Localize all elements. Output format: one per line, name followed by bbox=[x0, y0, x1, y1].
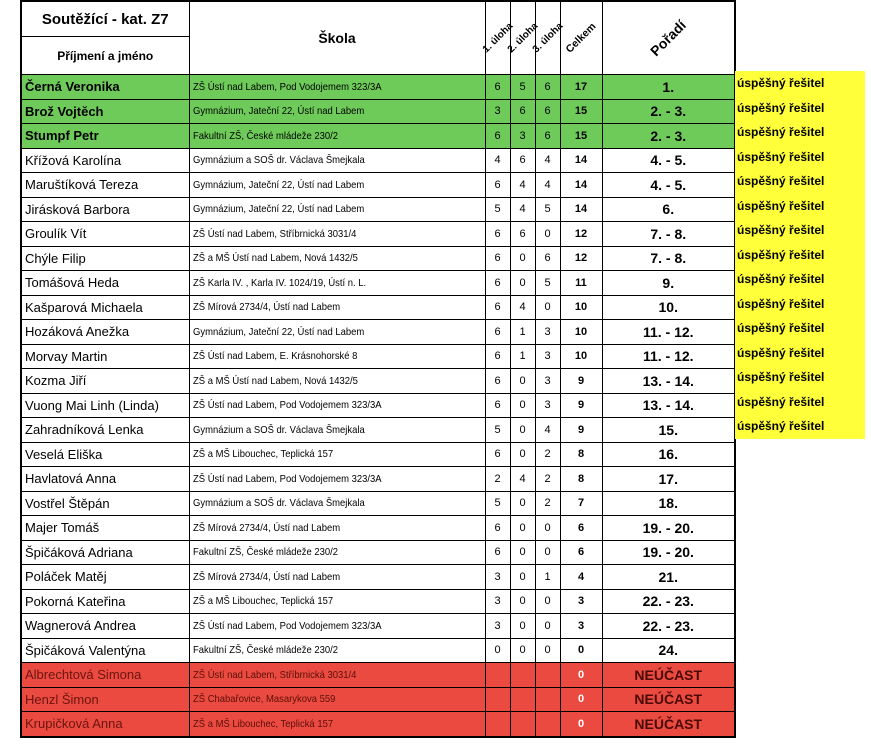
task1-score: 4 bbox=[485, 148, 510, 173]
table-row bbox=[21, 99, 735, 124]
task2-score: 1 bbox=[510, 320, 535, 345]
rank-value: 21. bbox=[602, 565, 735, 590]
task1-score: 6 bbox=[485, 271, 510, 296]
task3-score bbox=[535, 663, 560, 688]
task3-score: 3 bbox=[535, 393, 560, 418]
school-header: Škola bbox=[189, 1, 485, 75]
task2-score: 0 bbox=[510, 491, 535, 516]
results-body bbox=[21, 75, 735, 737]
task3-score: 0 bbox=[535, 614, 560, 639]
total-score: 4 bbox=[560, 565, 602, 590]
competitor-name: Špičáková Adriana bbox=[21, 540, 189, 565]
school-name bbox=[189, 663, 485, 688]
total-score: 14 bbox=[560, 148, 602, 173]
school-name bbox=[189, 344, 485, 369]
school-name bbox=[189, 687, 485, 712]
table-row bbox=[21, 712, 735, 737]
school-name-text: ZŠ Karla IV. , Karla IV. 1024/19, Ústí n. L. bbox=[192, 276, 366, 289]
competitor-name: Albrechtová Simona bbox=[21, 663, 189, 688]
task1-score: 2 bbox=[485, 467, 510, 492]
total-score: 8 bbox=[560, 467, 602, 492]
total-score: 14 bbox=[560, 197, 602, 222]
task3-score bbox=[535, 712, 560, 737]
task3-score: 5 bbox=[535, 271, 560, 296]
rank-value: 11. - 12. bbox=[602, 344, 735, 369]
school-name bbox=[189, 712, 485, 737]
task1-header bbox=[480, 1, 515, 75]
task3-score: 6 bbox=[535, 246, 560, 271]
school-name-text: Gymnázium a SOŠ dr. Václava Šmejkala bbox=[192, 423, 365, 436]
rank-value: 22. - 23. bbox=[602, 614, 735, 639]
competitor-name: Zahradníková Lenka bbox=[21, 418, 189, 443]
school-name bbox=[189, 418, 485, 443]
school-name bbox=[189, 638, 485, 663]
competitor-name: Tomášová Heda bbox=[21, 271, 189, 296]
table-row bbox=[21, 467, 735, 492]
total-score: 9 bbox=[560, 418, 602, 443]
task3-score: 4 bbox=[535, 418, 560, 443]
task3-score: 0 bbox=[535, 222, 560, 247]
school-name bbox=[189, 565, 485, 590]
total-score: 8 bbox=[560, 442, 602, 467]
table-row bbox=[21, 344, 735, 369]
school-name-text: ZŠ Ústí nad Labem, Pod Vodojemem 323/3A bbox=[192, 619, 382, 632]
total-score: 17 bbox=[560, 75, 602, 100]
competitor-name: Chýle Filip bbox=[21, 246, 189, 271]
competitor-name: Špičáková Valentýna bbox=[21, 638, 189, 663]
table-row bbox=[21, 540, 735, 565]
competitor-name: Jirásková Barbora bbox=[21, 197, 189, 222]
rank-value: 4. - 5. bbox=[602, 148, 735, 173]
table-row bbox=[21, 663, 735, 688]
task3-score: 3 bbox=[535, 344, 560, 369]
rank-value: 10. bbox=[602, 295, 735, 320]
rank-value: NEÚČAST bbox=[602, 687, 735, 712]
table-row bbox=[21, 369, 735, 394]
school-name-text: Gymnázium, Jateční 22, Ústí nad Labem bbox=[192, 178, 364, 191]
competitor-name: Maruštíková Tereza bbox=[21, 173, 189, 198]
table-row bbox=[21, 393, 735, 418]
school-name-text: ZŠ a MŠ Ústí nad Labem, Nová 1432/5 bbox=[192, 252, 358, 265]
total-score: 15 bbox=[560, 124, 602, 149]
school-name-text: Fakultní ZŠ, České mládeže 230/2 bbox=[192, 546, 338, 559]
rank-value: 1. bbox=[602, 75, 735, 100]
table-row bbox=[21, 589, 735, 614]
competitor-name: Wagnerová Andrea bbox=[21, 614, 189, 639]
school-name bbox=[189, 491, 485, 516]
status-label: úspěšný řešitel bbox=[737, 370, 825, 384]
table-row bbox=[21, 418, 735, 443]
task2-header-label: 2. úloha bbox=[505, 20, 540, 56]
task2-score: 6 bbox=[510, 222, 535, 247]
task2-score: 4 bbox=[510, 467, 535, 492]
status-label: úspěšný řešitel bbox=[737, 321, 825, 335]
task1-score: 6 bbox=[485, 173, 510, 198]
table-row bbox=[21, 173, 735, 198]
school-name bbox=[189, 320, 485, 345]
task3-header-label: 3. úloha bbox=[530, 20, 565, 56]
competitor-name: Majer Tomáš bbox=[21, 516, 189, 541]
task1-score: 6 bbox=[485, 393, 510, 418]
task2-score: 0 bbox=[510, 589, 535, 614]
table-row bbox=[21, 148, 735, 173]
task3-score: 0 bbox=[535, 295, 560, 320]
table-row bbox=[21, 197, 735, 222]
task2-score: 4 bbox=[510, 173, 535, 198]
school-name bbox=[189, 467, 485, 492]
school-name-text: ZŠ Ústí nad Labem, Pod Vodojemem 323/3A bbox=[192, 399, 382, 412]
school-name bbox=[189, 75, 485, 100]
school-name-text: Gymnázium a SOŠ dr. Václava Šmejkala bbox=[192, 154, 365, 167]
school-name bbox=[189, 148, 485, 173]
competitor-name: Pokorná Kateřina bbox=[21, 589, 189, 614]
rank-value: 11. - 12. bbox=[602, 320, 735, 345]
table-row bbox=[21, 638, 735, 663]
task1-score: 5 bbox=[485, 418, 510, 443]
school-name bbox=[189, 197, 485, 222]
table-row bbox=[21, 271, 735, 296]
table-row bbox=[21, 687, 735, 712]
competitor-name: Brož Vojtěch bbox=[21, 99, 189, 124]
total-score: 10 bbox=[560, 295, 602, 320]
rank-value: 4. - 5. bbox=[602, 173, 735, 198]
status-label: úspěšný řešitel bbox=[737, 296, 825, 311]
rank-value: NEÚČAST bbox=[602, 712, 735, 737]
rank-value: 2. - 3. bbox=[602, 99, 735, 124]
task1-score: 6 bbox=[485, 75, 510, 100]
rank-value: 6. bbox=[602, 197, 735, 222]
status-label: úspěšný řešitel bbox=[737, 149, 825, 164]
task3-header bbox=[530, 1, 565, 75]
total-header bbox=[560, 1, 602, 75]
total-score: 15 bbox=[560, 99, 602, 124]
results-table bbox=[20, 0, 736, 738]
task3-score: 6 bbox=[535, 99, 560, 124]
rank-value: 15. bbox=[602, 418, 735, 443]
rank-value: 13. - 14. bbox=[602, 393, 735, 418]
task1-score: 3 bbox=[485, 565, 510, 590]
task3-score: 0 bbox=[535, 589, 560, 614]
rank-value: 17. bbox=[602, 467, 735, 492]
task2-score: 6 bbox=[510, 148, 535, 173]
task3-score: 0 bbox=[535, 638, 560, 663]
school-name-text: Gymnázium, Jateční 22, Ústí nad Labem bbox=[192, 325, 364, 338]
task1-score: 5 bbox=[485, 491, 510, 516]
total-score: 12 bbox=[560, 246, 602, 271]
rank-value: NEÚČAST bbox=[602, 663, 735, 688]
total-score: 7 bbox=[560, 491, 602, 516]
task3-score: 2 bbox=[535, 467, 560, 492]
school-name-text: ZŠ a MŠ Ústí nad Labem, Nová 1432/5 bbox=[192, 374, 358, 387]
table-row bbox=[21, 442, 735, 467]
task1-score: 6 bbox=[485, 320, 510, 345]
rank-value: 13. - 14. bbox=[602, 369, 735, 394]
school-name-text: ZŠ Mírová 2734/4, Ústí nad Labem bbox=[192, 301, 340, 314]
rank-value: 7. - 8. bbox=[602, 222, 735, 247]
total-score: 9 bbox=[560, 369, 602, 394]
task3-score: 4 bbox=[535, 148, 560, 173]
school-name-text: ZŠ Ústí nad Labem, Stříbrnická 3031/4 bbox=[192, 668, 356, 681]
school-name-text: ZŠ a MŠ Libouchec, Teplická 157 bbox=[192, 595, 333, 608]
task2-score: 0 bbox=[510, 565, 535, 590]
school-name bbox=[189, 442, 485, 467]
total-score: 6 bbox=[560, 540, 602, 565]
task1-score: 3 bbox=[485, 589, 510, 614]
total-score: 11 bbox=[560, 271, 602, 296]
task2-score: 0 bbox=[510, 540, 535, 565]
table-row bbox=[21, 295, 735, 320]
rank-value: 24. bbox=[602, 638, 735, 663]
task3-score: 3 bbox=[535, 320, 560, 345]
task1-score: 6 bbox=[485, 246, 510, 271]
total-score: 6 bbox=[560, 516, 602, 541]
school-name bbox=[189, 222, 485, 247]
competitor-name: Hozáková Anežka bbox=[21, 320, 189, 345]
school-name bbox=[189, 589, 485, 614]
status-label: úspěšný řešitel bbox=[737, 419, 825, 433]
school-name-text: Gymnázium a SOŠ dr. Václava Šmejkala bbox=[192, 497, 365, 510]
status-panel bbox=[735, 71, 865, 439]
task2-score: 4 bbox=[510, 197, 535, 222]
task1-score: 6 bbox=[485, 369, 510, 394]
task2-score: 0 bbox=[510, 246, 535, 271]
task2-score: 6 bbox=[510, 99, 535, 124]
competitor-name: Křížová Karolína bbox=[21, 148, 189, 173]
task1-header-label: 1. úloha bbox=[480, 20, 515, 56]
task2-score: 0 bbox=[510, 442, 535, 467]
task1-score: 6 bbox=[485, 516, 510, 541]
rank-value: 18. bbox=[602, 491, 735, 516]
school-name bbox=[189, 173, 485, 198]
rank-value: 2. - 3. bbox=[602, 124, 735, 149]
task3-score: 6 bbox=[535, 75, 560, 100]
task1-score: 3 bbox=[485, 99, 510, 124]
status-label: úspěšný řešitel bbox=[737, 345, 825, 360]
task2-score: 0 bbox=[510, 271, 535, 296]
task1-score bbox=[485, 663, 510, 688]
task2-score bbox=[510, 712, 535, 737]
school-name bbox=[189, 540, 485, 565]
school-name bbox=[189, 246, 485, 271]
table-row bbox=[21, 491, 735, 516]
task1-score: 6 bbox=[485, 295, 510, 320]
task3-score: 4 bbox=[535, 173, 560, 198]
task3-score: 0 bbox=[535, 516, 560, 541]
task2-score: 4 bbox=[510, 295, 535, 320]
school-name bbox=[189, 99, 485, 124]
competitor-name: Kašparová Michaela bbox=[21, 295, 189, 320]
school-name bbox=[189, 393, 485, 418]
task1-score: 6 bbox=[485, 442, 510, 467]
competitor-name: Henzl Šimon bbox=[21, 687, 189, 712]
task3-score: 0 bbox=[535, 540, 560, 565]
task2-score: 0 bbox=[510, 393, 535, 418]
total-score: 9 bbox=[560, 393, 602, 418]
school-name-text: ZŠ Ústí nad Labem, Pod Vodojemem 323/3A bbox=[192, 472, 382, 485]
competitor-name: Vostřel Štěpán bbox=[21, 491, 189, 516]
school-name-text: ZŠ Ústí nad Labem, Pod Vodojemem 323/3A bbox=[192, 80, 382, 93]
total-score: 0 bbox=[560, 712, 602, 737]
status-label: úspěšný řešitel bbox=[737, 198, 825, 213]
school-name bbox=[189, 124, 485, 149]
table-row bbox=[21, 75, 735, 100]
competitor-name: Kozma Jiří bbox=[21, 369, 189, 394]
task3-score: 5 bbox=[535, 197, 560, 222]
total-score: 10 bbox=[560, 344, 602, 369]
task2-score: 5 bbox=[510, 75, 535, 100]
status-label: úspěšný řešitel bbox=[737, 100, 825, 115]
status-label: úspěšný řešitel bbox=[737, 272, 825, 286]
task1-score: 5 bbox=[485, 197, 510, 222]
competition-title: Soutěžící - kat. Z7 bbox=[21, 1, 189, 37]
total-score: 14 bbox=[560, 173, 602, 198]
total-score: 0 bbox=[560, 687, 602, 712]
competitor-name: Černá Veronika bbox=[21, 75, 189, 100]
task2-score: 0 bbox=[510, 614, 535, 639]
status-label: úspěšný řešitel bbox=[737, 174, 825, 188]
competitor-name: Krupičková Anna bbox=[21, 712, 189, 737]
competitor-name: Havlatová Anna bbox=[21, 467, 189, 492]
table-row bbox=[21, 222, 735, 247]
total-score: 0 bbox=[560, 663, 602, 688]
school-name-text: ZŠ Ústí nad Labem, Stříbrnická 3031/4 bbox=[192, 227, 356, 240]
table-row bbox=[21, 124, 735, 149]
competitor-name: Morvay Martin bbox=[21, 344, 189, 369]
school-name-text: ZŠ Ústí nad Labem, E. Krásnohorské 8 bbox=[192, 350, 357, 363]
total-header-label: Celkem bbox=[563, 20, 599, 56]
rank-value: 19. - 20. bbox=[602, 516, 735, 541]
school-name-text: Gymnázium, Jateční 22, Ústí nad Labem bbox=[192, 203, 364, 216]
task1-score: 0 bbox=[485, 638, 510, 663]
total-score: 3 bbox=[560, 614, 602, 639]
rank-value: 16. bbox=[602, 442, 735, 467]
school-name-text: ZŠ a MŠ Libouchec, Teplická 157 bbox=[192, 717, 333, 730]
task2-score: 0 bbox=[510, 516, 535, 541]
competitor-name: Veselá Eliška bbox=[21, 442, 189, 467]
task2-score: 0 bbox=[510, 418, 535, 443]
competitor-name: Poláček Matěj bbox=[21, 565, 189, 590]
school-name bbox=[189, 295, 485, 320]
school-name-text: ZŠ Chabařovice, Masarykova 559 bbox=[192, 693, 335, 706]
task1-score: 6 bbox=[485, 124, 510, 149]
task1-score: 3 bbox=[485, 614, 510, 639]
school-name-text: ZŠ a MŠ Libouchec, Teplická 157 bbox=[192, 448, 333, 461]
rank-value: 7. - 8. bbox=[602, 246, 735, 271]
task1-score: 6 bbox=[485, 540, 510, 565]
task1-score bbox=[485, 687, 510, 712]
school-name-text: ZŠ Mírová 2734/4, Ústí nad Labem bbox=[192, 521, 340, 534]
task3-score: 6 bbox=[535, 124, 560, 149]
school-name bbox=[189, 614, 485, 639]
task3-score: 2 bbox=[535, 491, 560, 516]
table-row bbox=[21, 565, 735, 590]
total-score: 3 bbox=[560, 589, 602, 614]
rank-value: 9. bbox=[602, 271, 735, 296]
task2-header bbox=[505, 1, 540, 75]
table-row bbox=[21, 246, 735, 271]
total-score: 0 bbox=[560, 638, 602, 663]
task2-score: 0 bbox=[510, 369, 535, 394]
status-label: úspěšný řešitel bbox=[737, 76, 825, 90]
task3-score: 3 bbox=[535, 369, 560, 394]
status-label: úspěšný řešitel bbox=[737, 125, 825, 139]
rank-value: 22. - 23. bbox=[602, 589, 735, 614]
task3-score bbox=[535, 687, 560, 712]
school-name-text: Gymnázium, Jateční 22, Ústí nad Labem bbox=[192, 105, 364, 118]
competitor-name: Groulík Vít bbox=[21, 222, 189, 247]
task2-score: 1 bbox=[510, 344, 535, 369]
school-name-text: Fakultní ZŠ, České mládeže 230/2 bbox=[192, 129, 338, 142]
task3-score: 2 bbox=[535, 442, 560, 467]
task1-score bbox=[485, 712, 510, 737]
task2-score bbox=[510, 687, 535, 712]
table-row bbox=[21, 516, 735, 541]
task2-score: 0 bbox=[510, 638, 535, 663]
name-header: Příjmení a jméno bbox=[21, 37, 189, 75]
school-name bbox=[189, 271, 485, 296]
table-row bbox=[21, 320, 735, 345]
competitor-name: Stumpf Petr bbox=[21, 124, 189, 149]
status-label: úspěšný řešitel bbox=[737, 247, 825, 262]
school-name bbox=[189, 369, 485, 394]
rank-header-label: Pořadí bbox=[647, 16, 690, 60]
total-score: 10 bbox=[560, 320, 602, 345]
status-label: úspěšný řešitel bbox=[737, 394, 825, 409]
status-label: úspěšný řešitel bbox=[737, 223, 825, 237]
rank-value: 19. - 20. bbox=[602, 540, 735, 565]
rank-header bbox=[602, 1, 735, 75]
task2-score bbox=[510, 663, 535, 688]
school-name-text: Fakultní ZŠ, České mládeže 230/2 bbox=[192, 644, 338, 657]
task1-score: 6 bbox=[485, 222, 510, 247]
school-name-text: ZŠ Mírová 2734/4, Ústí nad Labem bbox=[192, 570, 340, 583]
task1-score: 6 bbox=[485, 344, 510, 369]
task3-score: 1 bbox=[535, 565, 560, 590]
competitor-name: Vuong Mai Linh (Linda) bbox=[21, 393, 189, 418]
task2-score: 3 bbox=[510, 124, 535, 149]
total-score: 12 bbox=[560, 222, 602, 247]
table-row bbox=[21, 614, 735, 639]
school-name bbox=[189, 516, 485, 541]
